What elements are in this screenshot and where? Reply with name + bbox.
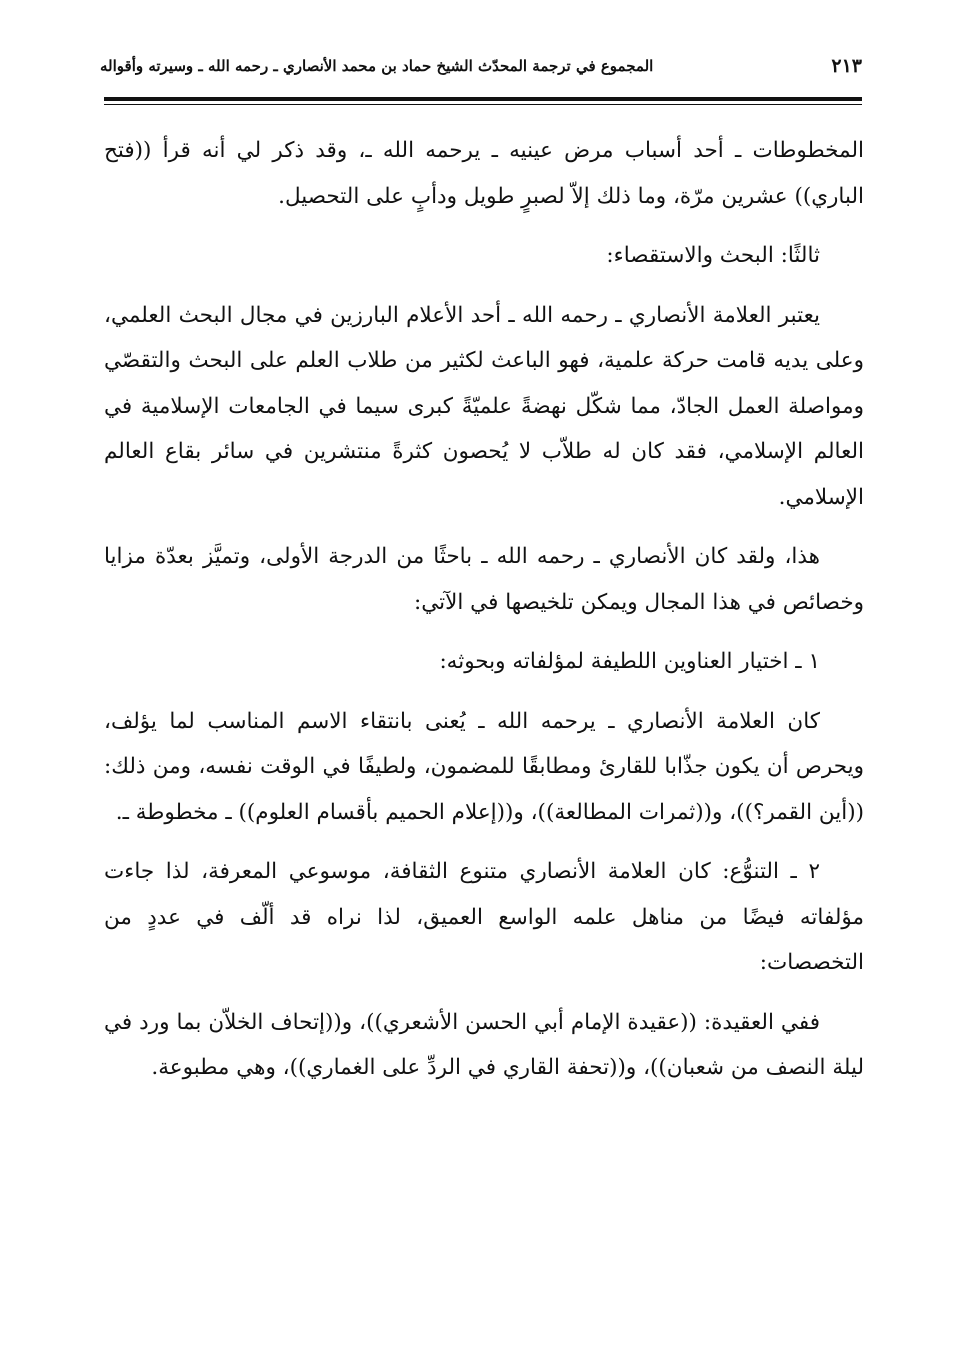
paragraph: ففي العقيدة: ((عقيدة الإمام أبي الحسن الأشعري))، و((إتحاف الخلاّن بما ورد في ليلة النصف من شعبان))، و((تحفة القاري في الردِّ على الغماري))، وهي مطبوعة.	[104, 1009, 864, 1080]
paragraph: ٢ ـ التنوُّع: كان العلامة الأنصاري متنوع الثقافة، موسوعي المعرفة، لذا جاءت مؤلفاته فيضًا من مناهل علمه الواسع العميق، لذا نراه قد ألّف في عددٍ من التخصصات:	[104, 859, 864, 975]
page-number: ٢١٣	[831, 55, 862, 77]
body-text	[104, 128, 864, 1105]
running-header	[100, 46, 862, 86]
header-title: المجموع في ترجمة المحدّث الشيخ حماد بن محمد الأنصاري ـ رحمه الله ـ وسيرته وأقواله	[100, 57, 654, 75]
header-rule-thin	[104, 104, 862, 105]
paragraph: يعتبر العلامة الأنصاري ـ رحمه الله ـ أحد الأعلام البارزين في مجال البحث العلمي، وعلى يديه قامت حركة علمية، فهو الباعث لكثير من طلاب العلم على البحث والتقصّي ومواصلة العمل الجادّ، مما شكّل نهضةً علميّةً كبرى سيما في الجامعات الإسلامية في العالم الإسلامي، فقد كان له طلاّب لا يُحصون كثرةً منتشرين في سائر بقاع العالم الإسلامي.	[104, 302, 864, 510]
header-rule-thick	[104, 97, 862, 101]
paragraph: كان العلامة الأنصاري ـ يرحمه الله ـ يُعنى بانتقاء الاسم المناسب لما يؤلف، ويحرص أن يكون جذّابا للقارئ ومطابقًا للمضمون، ولطيفًا في الوقت نفسه، ومن ذلك: ((أين القمر؟))، و((ثمرات المطالعة))، و((إعلام الحميم بأقسام العلوم)) ـ مخطوطة ـ.	[104, 708, 864, 825]
paragraph: هذا، ولقد كان الأنصاري ـ رحمه الله ـ باحثًا من الدرجة الأولى، وتميَّز بعدّة مزايا وخصائص في هذا المجال ويمكن تلخيصها في الآتي:	[104, 544, 864, 615]
section-heading: ثالثًا: البحث والاستقصاء:	[606, 243, 820, 268]
list-item-heading: ١ ـ اختيار العناوين اللطيفة لمؤلفاته وبحوثه:	[439, 649, 820, 674]
paragraph-continuation: المخطوطات ـ أحد أسباب مرض عينيه ـ يرحمه الله ـ، وقد ذكر لي أنه قرأ ((فتح الباري)) عشرين مرّة، وما ذلك إلاّ لصبرٍ طويل ودأبٍ على التحصيل.	[104, 138, 864, 209]
